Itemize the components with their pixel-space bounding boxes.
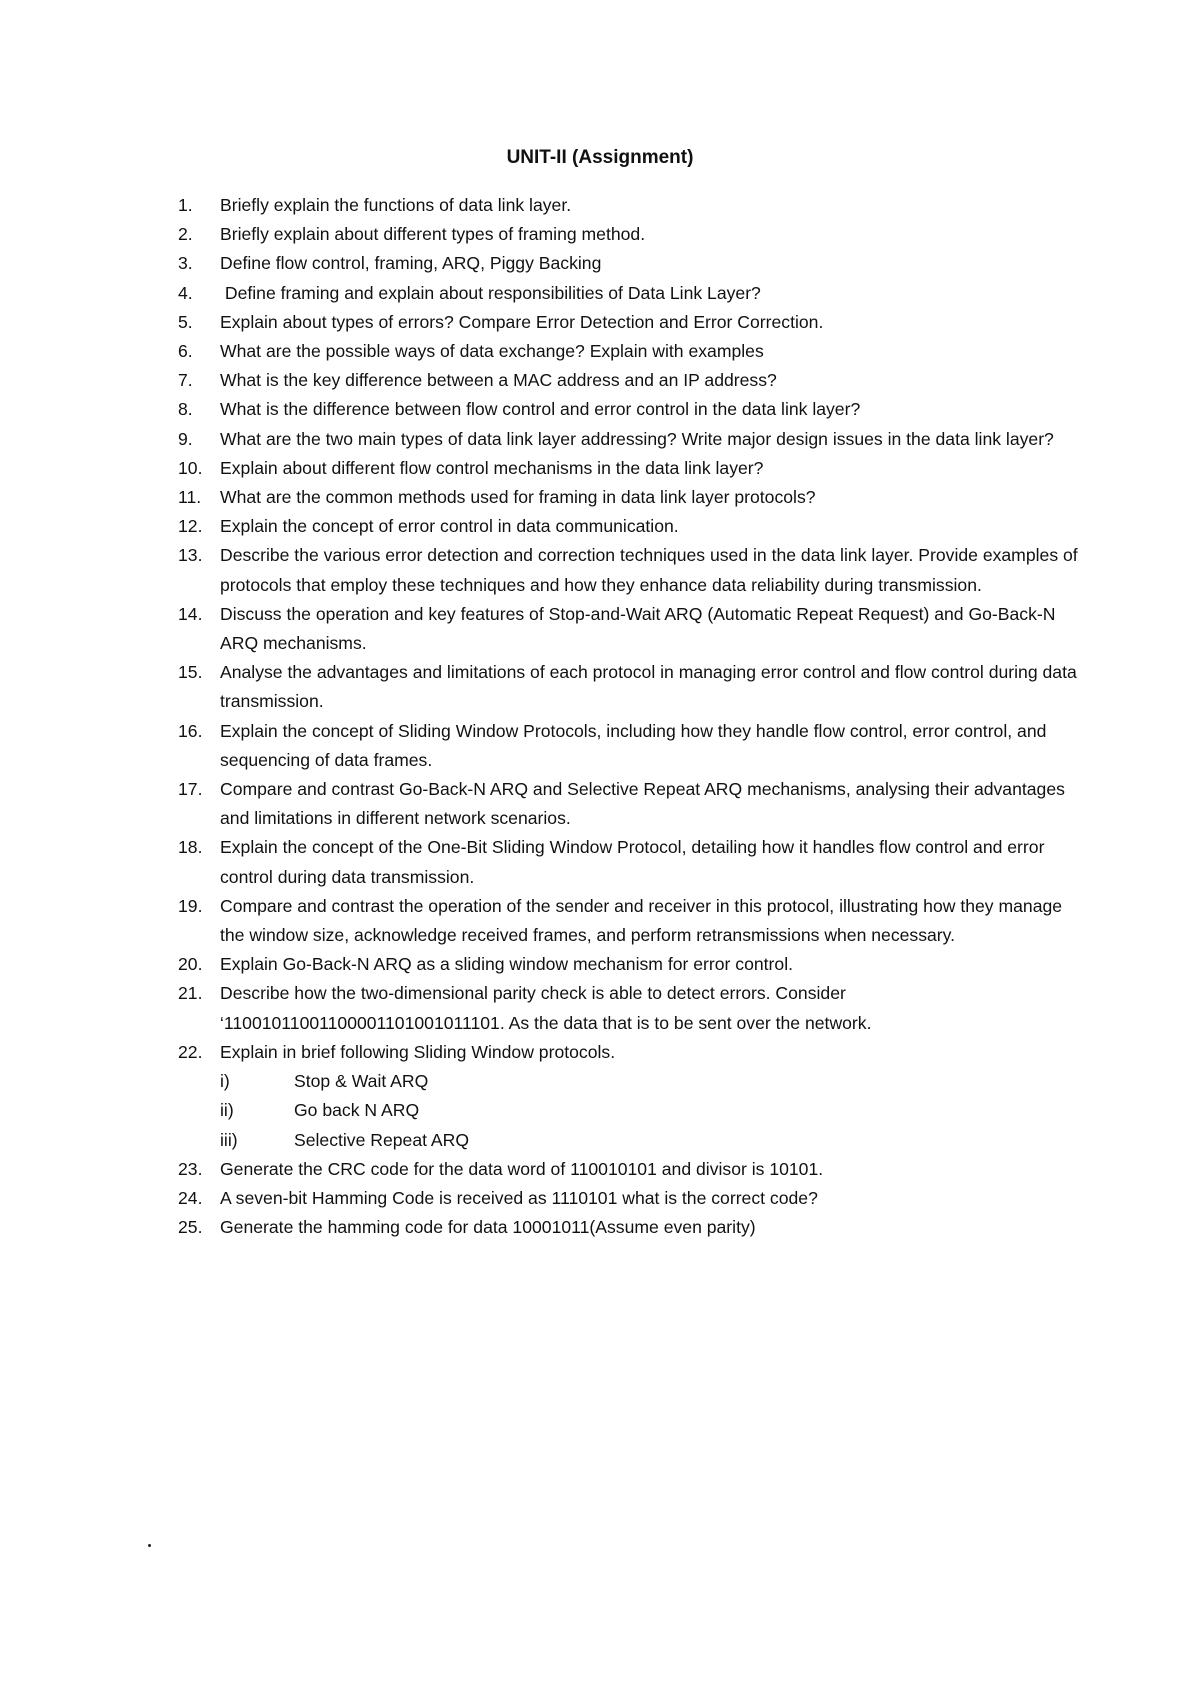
question-text: What is the key difference between a MAC address and an IP address?: [220, 370, 777, 391]
question-text: Briefly explain about different types of framing method.: [220, 224, 646, 245]
question-item: [178, 600, 1078, 658]
question-number: 2.: [178, 224, 193, 245]
question-number: 20.: [178, 954, 203, 975]
question-text: Analyse the advantages and limitations of each protocol in managing error control and flow control during data transmission.: [220, 662, 1082, 712]
question-text: Generate the hamming code for data 10001011(Assume even parity): [220, 1217, 756, 1238]
question-item: [178, 1213, 1078, 1242]
sublist-item: [220, 1067, 1078, 1096]
question-text: Describe how the two-dimensional parity check is able to detect errors. Consider ‘11001011001100001101001011101. As the data that is to be sent over the network.: [220, 983, 872, 1033]
question-text: Compare and contrast the operation of the sender and receiver in this protocol, illustrating how they manage the window size, acknowledge received frames, and perform retransmissions when necessary.: [220, 895, 1067, 946]
question-item: [178, 658, 1082, 716]
question-item: [178, 425, 1078, 454]
question-number: 19.: [178, 895, 203, 916]
question-number: 8.: [178, 399, 193, 420]
sublist-number: iii): [220, 1129, 238, 1150]
question-number: 18.: [178, 837, 203, 858]
question-item: [178, 337, 1078, 366]
question-item: [178, 1155, 1078, 1184]
question-text: Describe the various error detection and correction techniques used in the data link layer. Provide examples of protocols that employ these techniques and how they enhance data reliability during transmission.: [220, 545, 1083, 595]
question-text: Explain the concept of error control in data communication.: [220, 516, 679, 537]
sublist-item: [220, 1126, 1078, 1155]
sublist-number: i): [220, 1071, 230, 1092]
question-text: What are the common methods used for framing in data link layer protocols?: [220, 487, 816, 508]
question-text: A seven-bit Hamming Code is received as 1110101 what is the correct code?: [220, 1187, 818, 1208]
question-number: 16.: [178, 720, 203, 741]
question-number: 12.: [178, 516, 203, 537]
question-text: What are the possible ways of data exchange? Explain with examples: [220, 341, 764, 362]
question-text: Discuss the operation and key features of Stop-and-Wait ARQ (Automatic Repeat Request) and Go-Back-N ARQ mechanisms.: [220, 603, 1060, 654]
question-item: [178, 541, 1083, 599]
question-item: [178, 395, 1078, 424]
question-number: 6.: [178, 341, 193, 362]
sublist-text: Stop & Wait ARQ: [294, 1071, 429, 1092]
sublist-number: ii): [220, 1100, 234, 1121]
question-text: Explain the concept of the One-Bit Sliding Window Protocol, detailing how it handles flow control and error control during data transmission.: [220, 837, 1050, 887]
question-item: [178, 249, 1078, 278]
question-number: 9.: [178, 428, 193, 449]
question-number: 13.: [178, 545, 203, 566]
question-item: [178, 833, 1078, 891]
question-text: Define flow control, framing, ARQ, Piggy Backing: [220, 253, 602, 274]
question-item: [178, 483, 1078, 512]
question-number: 5.: [178, 311, 193, 332]
question-text: What are the two main types of data link layer addressing? Write major design issues in the data link layer?: [220, 428, 1054, 449]
question-number: 3.: [178, 253, 193, 274]
question-text: Explain Go-Back-N ARQ as a sliding window mechanism for error control.: [220, 954, 793, 975]
page-title: UNIT-II (Assignment): [506, 147, 694, 168]
question-text: Briefly explain the functions of data link layer.: [220, 195, 572, 215]
question-number: 10.: [178, 457, 203, 478]
question-text: Define framing and explain about responsibilities of Data Link Layer?: [220, 282, 761, 303]
question-item: [178, 1038, 1078, 1155]
question-number: 21.: [178, 983, 203, 1004]
question-item: [178, 454, 1078, 483]
question-number: 22.: [178, 1041, 203, 1062]
question-item: [178, 775, 1078, 833]
sublist-item: [220, 1096, 1078, 1125]
sublist-text: Go back N ARQ: [294, 1100, 420, 1121]
question-number: 4.: [178, 282, 193, 303]
question-item: [178, 279, 1078, 308]
question-number: 25.: [178, 1217, 203, 1238]
question-item: [178, 1184, 1078, 1213]
question-text: Compare and contrast Go-Back-N ARQ and Selective Repeat ARQ mechanisms, analysing their advantages and limitations in different network scenarios.: [220, 779, 1070, 829]
question-text: Explain in brief following Sliding Window protocols.: [220, 1041, 616, 1062]
question-item: [178, 191, 1078, 220]
question-number: 23.: [178, 1158, 203, 1179]
question-text: Explain about different flow control mechanisms in the data link layer?: [220, 457, 764, 478]
question-list: [178, 191, 1083, 1242]
question-number: 11.: [178, 487, 202, 508]
question-item: [178, 892, 1078, 950]
question-number: 24.: [178, 1187, 203, 1208]
question-item: [178, 308, 1078, 337]
sublist-text: Selective Repeat ARQ: [294, 1129, 470, 1150]
question-text: What is the difference between flow control and error control in the data link layer?: [220, 399, 861, 420]
question-number: 15.: [178, 662, 203, 683]
question-item: [178, 512, 1078, 541]
question-number: 7.: [178, 370, 193, 391]
question-item: [178, 366, 1078, 395]
question-text: Generate the CRC code for the data word of 110010101 and divisor is 10101.: [220, 1158, 824, 1179]
question-number: 17.: [178, 779, 203, 800]
question-number: 1.: [178, 195, 193, 215]
stray-dot-mark: [148, 1544, 151, 1547]
question-text: Explain the concept of Sliding Window Protocols, including how they handle flow control, error control, and sequencing of data frames.: [220, 720, 1052, 770]
question-number: 14.: [178, 603, 203, 624]
question-item: [178, 717, 1078, 775]
question-item: [178, 979, 1078, 1037]
question-text: Explain about types of errors? Compare Error Detection and Error Correction.: [220, 311, 824, 332]
question-item: [178, 220, 1078, 249]
q22-sublist: [220, 1067, 1078, 1155]
question-item: [178, 950, 1078, 979]
